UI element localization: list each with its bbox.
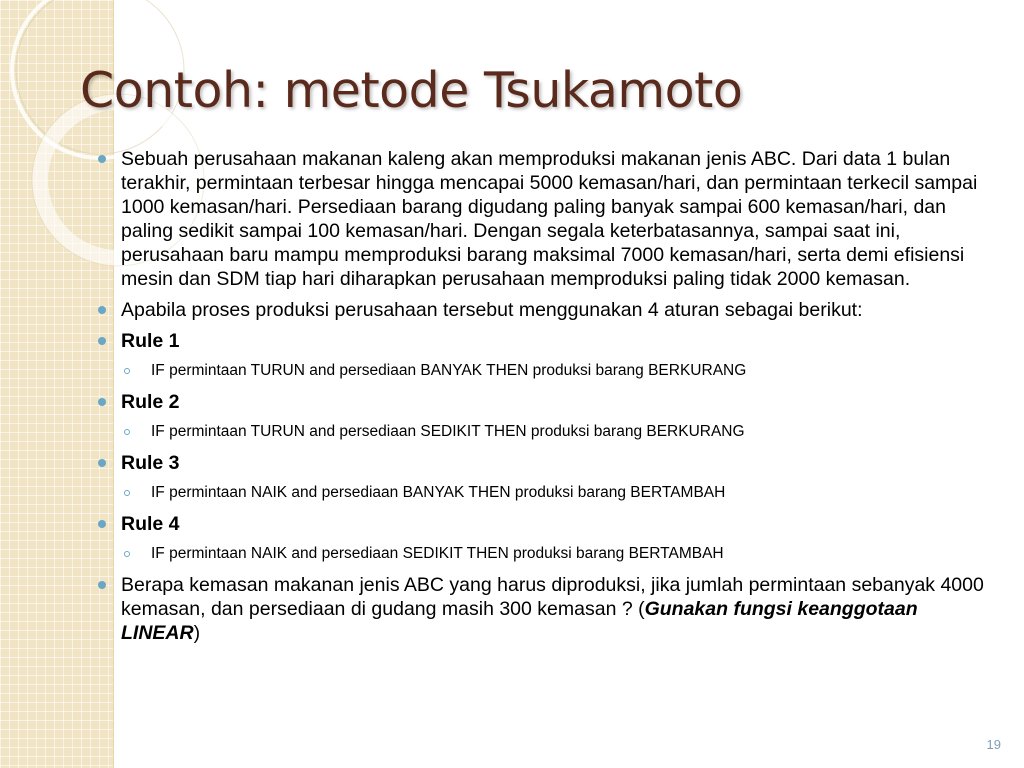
rule-condition — [98, 360, 993, 382]
rule-condition — [98, 482, 993, 504]
bullet-dot-icon — [98, 581, 106, 589]
question-text: Berapa kemasan makanan jenis ABC yang harus diproduksi, jika jumlah permintaan sebanyak 4000 kemasan, dan persediaan di gudang masih 300 kemasan ? ( — [121, 574, 984, 620]
bullet-paragraph-intro — [98, 147, 993, 291]
rules-intro-text: Apabila proses produksi perusahaan tersebut menggunakan 4 aturan sebagai berikut: — [121, 299, 863, 321]
rule-text: IF permintaan TURUN and persediaan SEDIKIT THEN produksi barang BERKURANG — [151, 423, 745, 440]
rule-heading — [98, 451, 993, 475]
bullet-paragraph-question — [98, 573, 993, 645]
sub-bullet-circle-icon — [124, 490, 130, 496]
bullet-dot-icon — [98, 337, 106, 345]
bullet-dot-icon — [98, 155, 106, 163]
rule-title: Rule 2 — [121, 391, 180, 413]
rule-condition — [98, 421, 993, 443]
rule-heading — [98, 329, 993, 353]
rule-title: Rule 4 — [121, 513, 180, 535]
sub-bullet-circle-icon — [124, 368, 130, 374]
sub-bullet-circle-icon — [124, 551, 130, 557]
rule-heading — [98, 390, 993, 414]
question-emphasis: Gunakan fungsi keanggotaan LINEAR — [121, 598, 918, 644]
rule-text: IF permintaan NAIK and persediaan BANYAK THEN produksi barang BERTAMBAH — [151, 484, 726, 501]
rule-condition — [98, 543, 993, 565]
page-number: 19 — [986, 737, 1001, 752]
bullet-dot-icon — [98, 398, 106, 406]
question-closing: ) — [193, 622, 201, 644]
rule-title: Rule 3 — [121, 452, 180, 474]
bullet-paragraph-rules-intro — [98, 298, 993, 322]
bullet-dot-icon — [98, 306, 106, 314]
rule-heading — [98, 512, 993, 536]
rule-text: IF permintaan NAIK and persediaan SEDIKIT THEN produksi barang BERTAMBAH — [151, 545, 724, 562]
intro-text: Sebuah perusahaan makanan kaleng akan memproduksi makanan jenis ABC. Dari data 1 bulan terakhir, permintaan terbesar hingga mencapai 5000 kemasan/hari, dan permintaan terkecil sampai 1000 kemasan/hari. Persediaan barang digudang paling banyak sampai 600 kemasan/hari, dan paling sedikit sampai 100 kemasan/hari. Dengan segala keterbatasannya, sampai saat ini, perusahaan baru mampu memproduksi barang maksimal 7000 kemasan/hari, serta demi efisiensi mesin dan SDM tiap hari diharapkan perusahaan memproduksi paling tidak 2000 kemasan. — [121, 148, 978, 290]
sub-bullet-circle-icon — [124, 429, 130, 435]
bullet-dot-icon — [98, 459, 106, 467]
bullet-dot-icon — [98, 520, 106, 528]
slide-title: Contoh: metode Tsukamoto — [80, 62, 743, 119]
rule-text: IF permintaan TURUN and persediaan BANYAK THEN produksi barang BERKURANG — [151, 362, 747, 379]
slide-content — [98, 147, 993, 652]
rule-title: Rule 1 — [121, 330, 180, 352]
